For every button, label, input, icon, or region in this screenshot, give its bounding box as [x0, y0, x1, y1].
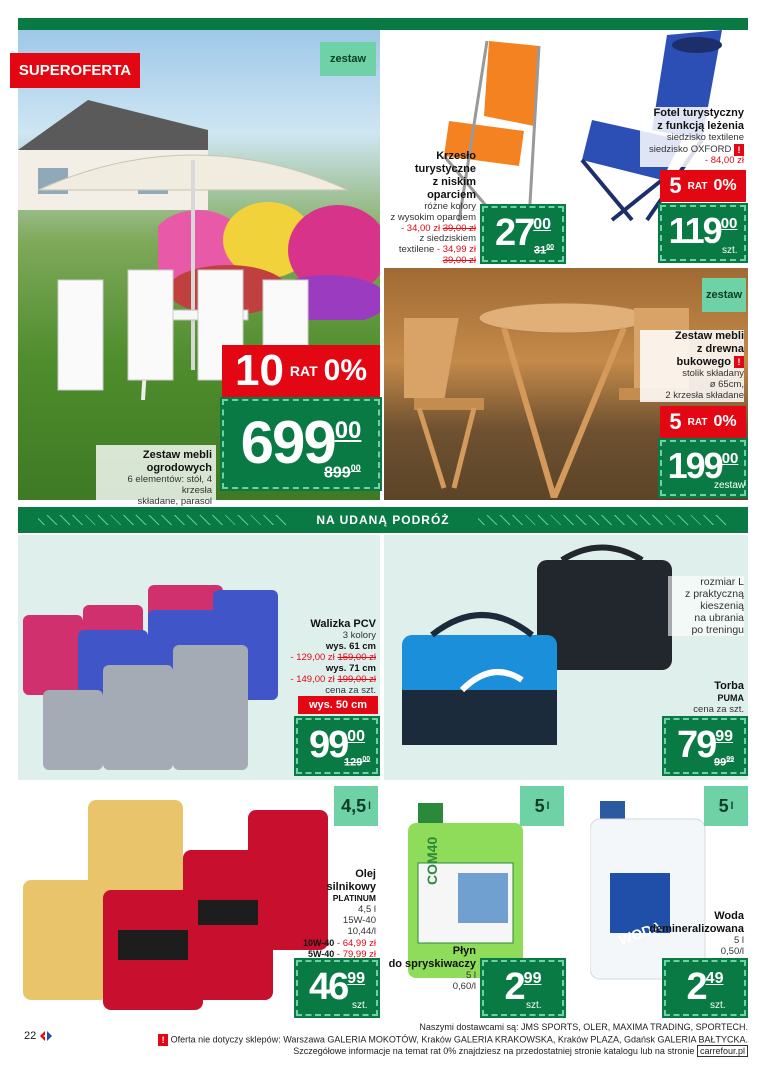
product-title-2: ogrodowych: [146, 461, 212, 474]
desc-line: 10,44/l: [347, 925, 376, 937]
lounger-title-2: z funkcją leżenia: [657, 119, 744, 132]
note-line: po treningu: [691, 624, 744, 637]
lounger-description: [640, 107, 744, 167]
garden-price-box: [222, 399, 380, 489]
rat-word: RAT: [687, 416, 708, 428]
chair-title-1: Krzesło: [436, 150, 476, 162]
carrefour-logo-icon: [40, 1031, 52, 1041]
site-link[interactable]: carrefour.pl: [697, 1045, 748, 1057]
desc-line: cena za szt.: [325, 684, 376, 696]
desc-line: 15W-40: [342, 914, 376, 926]
bag-title: Torba: [714, 680, 744, 692]
price-decimal: 49: [705, 970, 724, 987]
product-title: Zestaw mebli: [142, 449, 212, 461]
desc-line: - 149,00 zł: [290, 673, 335, 685]
washer-volume-tag: 5 l: [520, 786, 564, 826]
beech-title-3: bukowego !: [677, 356, 744, 368]
oil-volume-tag: 4,5 l: [334, 786, 378, 826]
bag-price-box: [664, 718, 746, 774]
chair-title-3: z niskim: [432, 175, 476, 188]
unit-label: szt.: [722, 245, 738, 256]
beech-title-2: z drewna: [696, 342, 744, 355]
desc-line: 39,00 zł: [442, 222, 476, 234]
desc-line: 6 elementów: stół, 4 krzesła: [127, 473, 212, 496]
desc-line: 2 krzesła składane: [665, 389, 744, 401]
footer-text: [120, 1022, 748, 1057]
desc-line: wys. 61 cm: [325, 640, 376, 652]
chair-title-2: turystyczne: [414, 162, 476, 175]
suitcase-description: [270, 618, 376, 696]
water-price-box: [664, 960, 746, 1016]
rat-word: RAT: [289, 363, 318, 379]
oil-title-2: silnikowy: [326, 880, 376, 893]
desc-line: - 64,99 zł: [336, 937, 376, 949]
price-integer: 699: [240, 409, 335, 476]
desc-line: - 34,00 zł: [401, 222, 441, 234]
desc-line: 39,00 zł: [442, 255, 476, 267]
rat-number: 5: [669, 409, 682, 434]
desc-line: - 34,99 zł: [436, 244, 476, 256]
price-decimal: 00: [347, 728, 366, 745]
bag-brand: PUMA: [717, 692, 744, 703]
price-decimal: 00: [721, 450, 739, 467]
price-decimal: 99: [347, 970, 366, 987]
desc-line: 5 l: [733, 934, 744, 946]
exclamation-icon: !: [158, 1034, 168, 1046]
water-title-1: Woda: [714, 910, 744, 922]
exclamation-icon: !: [734, 356, 744, 368]
desc-line: składane, parasol: [137, 495, 212, 507]
rat-word: RAT: [687, 180, 708, 192]
rat-zero: 0%: [713, 413, 737, 430]
note-line: na ubrania: [694, 612, 744, 625]
beech-set-description: [640, 330, 744, 402]
price-integer: 79: [676, 724, 716, 766]
zestaw-tag: zestaw: [702, 278, 746, 312]
beech-price-box: [660, 440, 746, 496]
desc-line: różne kolory: [424, 200, 476, 212]
desc-line: - 84,00 zł: [704, 155, 744, 167]
old-price: $99^{99}$: [714, 756, 735, 769]
water-title-2: demineralizowana: [649, 922, 744, 935]
desc-line: - 129,00 zł: [290, 651, 335, 663]
desc-line: 199,00 zł: [337, 673, 376, 685]
lounger-rat-box: [660, 170, 746, 202]
desc-line: - 79,99 zł: [336, 949, 376, 961]
price-integer: 2: [686, 966, 706, 1008]
price-decimal: 00: [334, 417, 362, 444]
oil-brand: PLATINUM: [332, 892, 376, 903]
footer-line-3: Szczegółowe informacje na temat rat 0% znajdziesz na przedostatniej stronie katalogu lub na stronie carrefour.pl: [120, 1046, 748, 1058]
desc-line: cena za szt.: [693, 703, 744, 715]
desc-line: 4,5 l: [358, 903, 376, 915]
chair-title-4: oparciem: [427, 188, 476, 201]
garden-rat-box: [222, 345, 380, 397]
desc-line: 10W-40: [302, 937, 335, 948]
price-decimal: 00: [720, 215, 738, 232]
desc-line: wys. 71 cm: [325, 662, 376, 674]
unit-label: szt.: [710, 1000, 726, 1011]
rat-number: 5: [669, 173, 682, 198]
beech-title-1: Zestaw mebli: [674, 330, 744, 342]
washer-description: [386, 945, 476, 993]
water-volume-tag: 5 l: [704, 786, 748, 826]
old-price: $31^{00}$: [534, 244, 555, 257]
price-integer: 27: [494, 212, 534, 254]
garden-set-description: [96, 445, 216, 512]
price-integer: 119: [668, 210, 721, 251]
lounger-title-1: Fotel turystyczny: [653, 107, 744, 119]
price-integer: 199: [667, 445, 722, 486]
zigzag-ornament-right: [478, 515, 728, 525]
suitcase-price-box: [296, 718, 378, 774]
price-decimal: 00: [533, 216, 552, 233]
water-description: [640, 910, 744, 958]
desc-line: 3 kolory: [342, 629, 376, 641]
washer-title-2: do spryskiwaczy: [388, 957, 476, 970]
desc-line: siedzisko OXFORD !: [649, 144, 744, 155]
rat-zero: 0%: [323, 354, 368, 387]
desc-line: 5W-40: [307, 949, 335, 960]
lounger-price-box: [660, 205, 746, 261]
price-integer: 2: [504, 966, 524, 1008]
oil-description: [276, 868, 376, 961]
desc-line: stolik składany: [682, 367, 744, 379]
price-integer: 99: [308, 724, 348, 766]
oil-title-1: Olej: [355, 868, 376, 880]
rat-number: 10: [234, 346, 284, 395]
desc-line: textilene: [398, 244, 435, 256]
puma-bag-illustration: [402, 540, 682, 765]
price-decimal: 99: [715, 728, 734, 745]
exclamation-icon: !: [734, 144, 744, 156]
bag-description: [660, 680, 744, 716]
washer-label-text: COM40: [424, 836, 440, 885]
unit-label: szt.: [352, 1000, 368, 1011]
rat-zero: 0%: [713, 177, 737, 194]
note-line: z praktyczną: [685, 588, 744, 601]
water-label-text: WODA: [616, 917, 664, 949]
price-integer: 46: [308, 966, 348, 1008]
washer-title-1: Płyn: [452, 945, 476, 957]
unit-label: szt.: [526, 1000, 542, 1011]
note-line: rozmiar L: [700, 576, 744, 588]
note-line: kieszenią: [700, 600, 744, 613]
desc-line: z wysokim oparciem: [390, 211, 476, 223]
desc-line: 5 l: [465, 969, 476, 981]
desc-line: siedzisko textilene: [666, 131, 744, 143]
desc-line: 0,50/l: [720, 945, 744, 957]
desc-line: z siedziskiem: [419, 233, 476, 245]
superoferta-badge: SUPEROFERTA: [10, 53, 140, 88]
section-divider: [18, 507, 748, 533]
suitcases-illustration: [23, 545, 283, 775]
unit-label: zestaw: [714, 480, 746, 491]
top-green-bar: [18, 18, 748, 30]
desc-line: 0,60/l: [452, 980, 476, 992]
price-decimal: 99: [523, 970, 542, 987]
chair-description: [386, 150, 476, 267]
old-price: $899^{00}$: [324, 463, 361, 482]
desc-line: 159,00 zł: [337, 651, 376, 663]
section-title: NA UDANĄ PODRÓŻ: [316, 513, 450, 527]
chair-price-box: [482, 206, 564, 262]
footer-line-1: Naszymi dostawcami są: JMS SPORTS, OLER, MAXIMA TRADING, SPORTECH.: [419, 1022, 748, 1032]
suitcase-title: Walizka PCV: [310, 618, 376, 630]
oil-price-box: [296, 960, 378, 1016]
bag-feature-note: [668, 576, 744, 636]
zestaw-tag: zestaw: [320, 42, 376, 76]
page-number: 22: [24, 1030, 52, 1042]
size-tag: wys. 50 cm: [298, 696, 378, 714]
beech-rat-box: [660, 406, 746, 438]
desc-line: ø 65cm,: [709, 378, 744, 390]
washer-price-box: [482, 960, 564, 1016]
old-price: $129^{00}$: [344, 756, 371, 769]
zigzag-ornament-left: [38, 515, 288, 525]
footer-line-2: ! Oferta nie dotyczy sklepów: Warszawa GALERIA MOKOTÓW, Kraków GALERIA KRAKOWSKA, Kraków PLAZA, Gdańsk GALERIA BAŁTYCKA.: [120, 1034, 748, 1046]
